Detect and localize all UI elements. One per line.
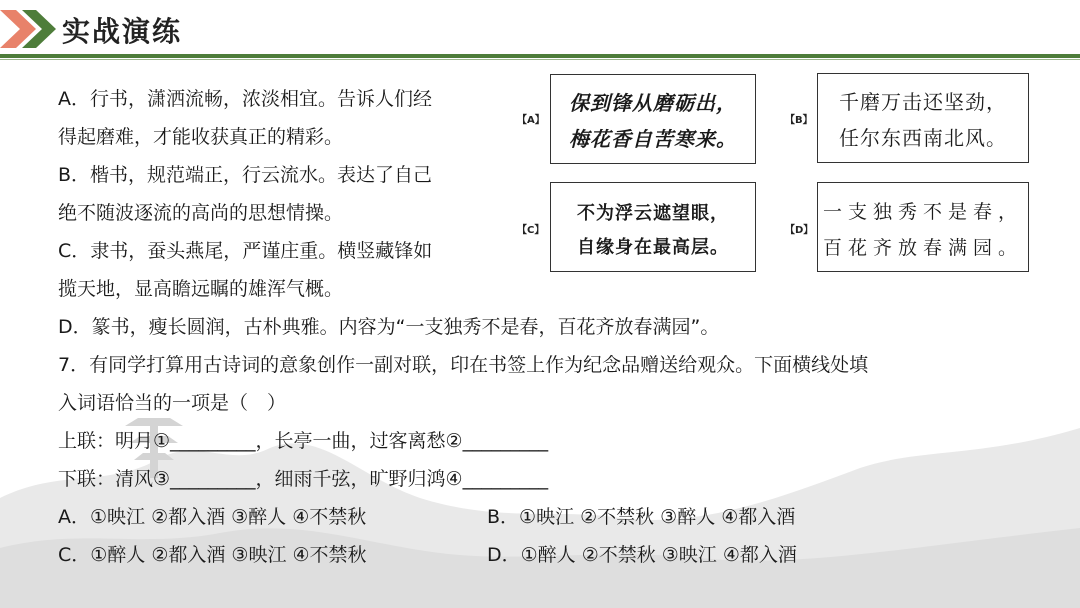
- card-label-d: 【D】: [785, 225, 814, 236]
- question-stem: 7．有同学打算用古诗词的意象创作一副对联，印在书签上作为纪念品赠送给观众。下面横线处填: [58, 354, 869, 376]
- header-divider-thin: [0, 59, 1080, 60]
- text-line: D．篆书，瘦长圆润，古朴典雅。内容为“一支独秀不是春，百花齐放春满园”。: [58, 316, 720, 338]
- calligraphy-card-c: [550, 182, 756, 272]
- couplet-lower: 下联：清风③_________，细雨千弦，旷野归鸿④_________: [58, 468, 549, 490]
- card-line: 千磨万击还坚劲，: [839, 90, 1007, 114]
- calligraphy-card-a: [550, 74, 756, 164]
- answer-option-b[interactable]: B．①映江 ②不禁秋 ③醉人 ④都入酒: [487, 506, 796, 528]
- card-line: 百花齐放春满园。: [822, 237, 1023, 259]
- text-line: C．隶书，蚕头燕尾，严谨庄重。横竖藏锋如: [58, 240, 433, 262]
- answer-option-d[interactable]: D．①醉人 ②不禁秋 ③映江 ④都入酒: [487, 544, 797, 566]
- chevron-right-icon: [0, 6, 60, 52]
- card-line: 自缘身在最高层。: [577, 237, 729, 258]
- text-line: B．楷书，规范端正，行云流水。表达了自己: [58, 164, 433, 186]
- card-line: 保到锋从磨砺出，: [569, 91, 737, 115]
- answer-option-a[interactable]: A．①映江 ②都入酒 ③醉人 ④不禁秋: [58, 506, 367, 528]
- card-label-b: 【B】: [785, 115, 813, 126]
- card-line: 一支独秀不是春，: [822, 201, 1023, 223]
- page-title: 实战演练: [62, 15, 183, 48]
- answer-option-c[interactable]: C．①醉人 ②都入酒 ③映江 ④不禁秋: [58, 544, 367, 566]
- slide-header: [0, 0, 1080, 60]
- text-line: 得起磨难，才能收获真正的精彩。: [58, 126, 344, 148]
- text-line: 绝不随波逐流的高尚的思想情操。: [58, 202, 344, 224]
- calligraphy-card-b: [817, 73, 1029, 163]
- card-label-a: 【A】: [517, 115, 545, 126]
- card-line: 不为浮云遮望眼，: [577, 203, 729, 224]
- card-line: 梅花香自苦寒来。: [569, 127, 737, 151]
- question-stem: 入词语恰当的一项是（ ）: [58, 392, 287, 414]
- card-label-c: 【C】: [517, 225, 545, 236]
- header-divider: [0, 54, 1080, 58]
- calligraphy-card-d: [817, 182, 1029, 272]
- text-line: A．行书，潇洒流畅，浓淡相宜。告诉人们经: [58, 88, 432, 110]
- text-line: 揽天地，显高瞻远瞩的雄浑气概。: [58, 278, 344, 300]
- couplet-upper: 上联：明月①_________，长亭一曲，过客离愁②_________: [58, 430, 549, 452]
- card-line: 任尔东西南北风。: [839, 126, 1007, 150]
